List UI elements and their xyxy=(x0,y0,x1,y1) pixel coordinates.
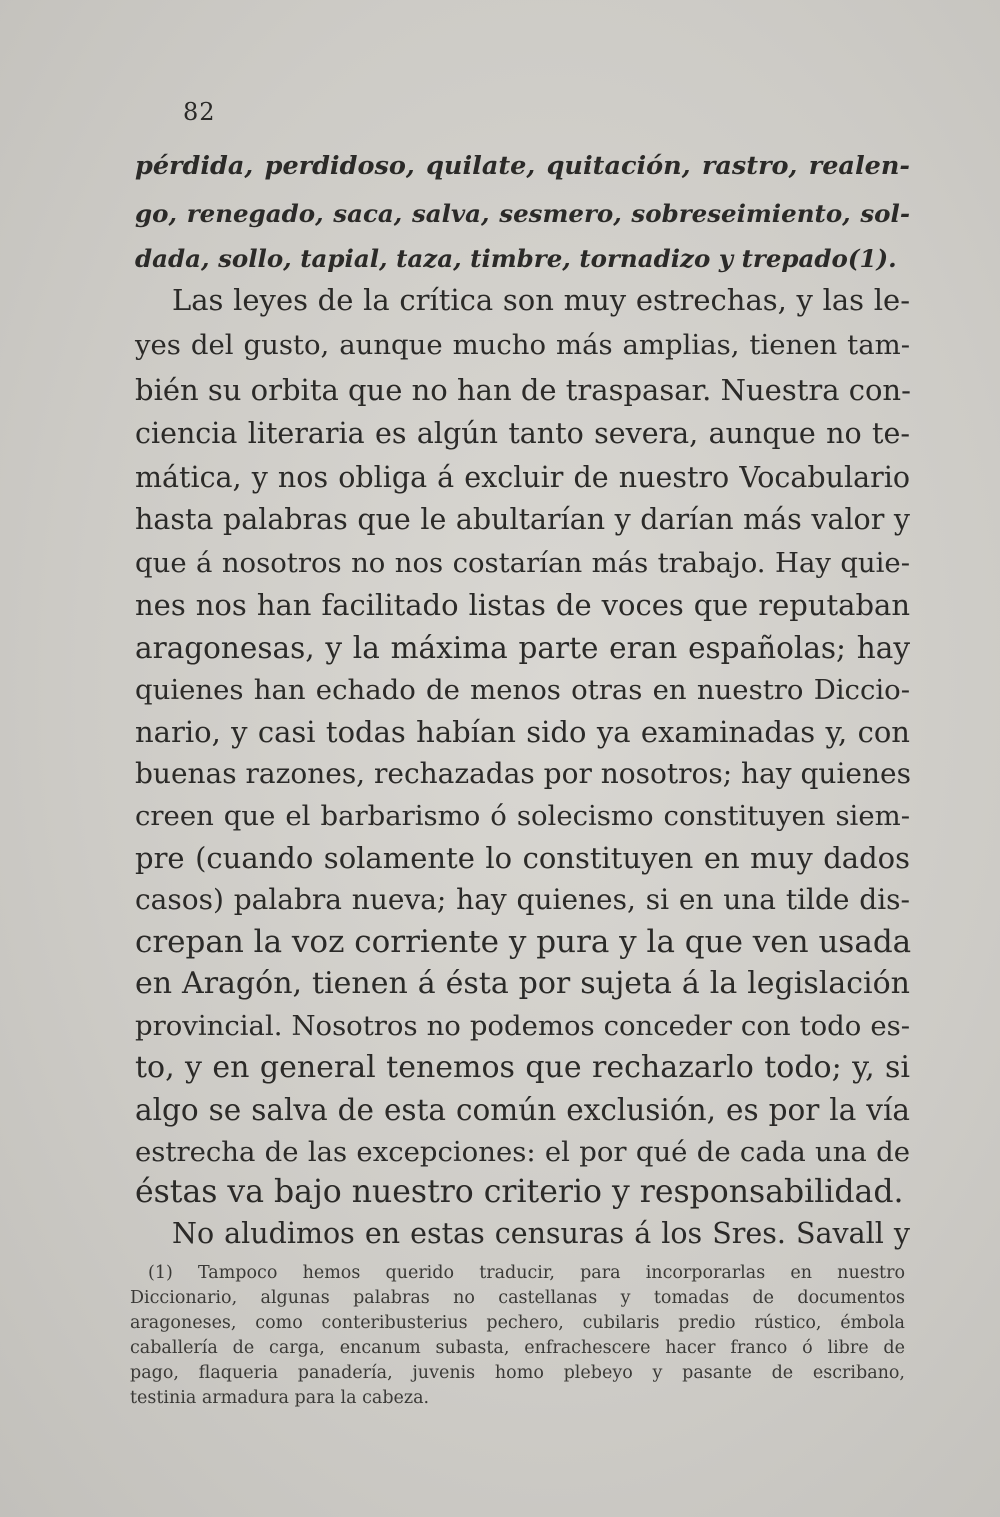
body-line-13: quienes han echado de menos otras en nuestro Diccio- xyxy=(135,674,910,706)
body-line-1: pérdida, perdidoso, quilate, quitación, rastro, realen- xyxy=(135,151,910,181)
body-line-4: Las leyes de la crítica son muy estrechas, y las le- xyxy=(172,283,910,317)
body-line-5: yes del gusto, aunque mucho más amplias, tienen tam- xyxy=(135,329,910,361)
body-line-6: bién su orbita que no han de traspasar. Nuestra con- xyxy=(135,373,911,407)
body-line-8: mática, y nos obliga á excluir de nuestro Vocabulario xyxy=(135,461,910,494)
body-line-9: hasta palabras que le abultarían y darían más valor y xyxy=(135,503,910,536)
body-line-22: to, y en general tenemos que rechazarlo todo; y, si xyxy=(135,1050,910,1085)
body-line-2: go, renegado, saca, salva, sesmero, sobreseimiento, sol- xyxy=(135,199,910,228)
body-line-11: nes nos han facilitado listas de voces que reputaban xyxy=(135,588,910,622)
body-line-10: que á nosotros no nos costarían más trabajo. Hay quie- xyxy=(135,547,910,579)
body-line-3: dada, sollo, tapial, taza, timbre, tornadizo y trepado(1). xyxy=(135,244,897,273)
body-line-12: aragonesas, y la máxima parte eran españolas; hay xyxy=(135,631,910,665)
footnote-line-6: testinia armadura para la cabeza. xyxy=(130,1388,430,1408)
body-line-24: estrecha de las excepciones: el por qué de cada una de xyxy=(135,1136,910,1168)
body-line-16: creen que el barbarismo ó solecismo constituyen siem- xyxy=(135,800,910,832)
footnote-line-5: pago, flaqueria panadería, juvenis homo plebeyo y pasante de escribano, xyxy=(130,1363,905,1383)
footnote-line-4: caballería de carga, encanum subasta, enfrachescere hacer franco ó libre de xyxy=(130,1338,905,1358)
footnote-line-3: aragoneses, como conteribusterius pechero, cubilaris predio rústico, émbola xyxy=(130,1313,905,1333)
body-line-19: crepan la voz corriente y pura y la que ven usada xyxy=(135,924,912,960)
body-line-23: algo se salva de esta común exclusión, es por la vía xyxy=(135,1093,910,1127)
body-line-15: buenas razones, rechazadas por nosotros; hay quienes xyxy=(135,757,911,790)
body-line-20: en Aragón, tienen á ésta por sujeta á la legislación xyxy=(135,966,910,1001)
page-number: 82 xyxy=(183,98,216,126)
footnote-line-1: (1) Tampoco hemos querido traducir, para incorporarlas en nuestro xyxy=(148,1263,905,1283)
footnote-line-2: Diccionario, algunas palabras no castellanas y tomadas de documentos xyxy=(130,1288,905,1308)
body-line-25: éstas va bajo nuestro criterio y responsabilidad. xyxy=(135,1174,904,1210)
body-line-17: pre (cuando solamente lo constituyen en muy dados xyxy=(135,841,910,875)
body-line-14: nario, y casi todas habían sido ya examinadas y, con xyxy=(135,715,910,749)
body-line-18: casos) palabra nueva; hay quienes, si en una tilde dis- xyxy=(135,883,910,916)
body-line-21: provincial. Nosotros no podemos conceder con todo es- xyxy=(135,1010,910,1042)
body-line-26: No aludimos en estas censuras á los Sres. Savall y xyxy=(172,1217,910,1250)
body-line-7: ciencia literaria es algún tanto severa, aunque no te- xyxy=(135,417,910,450)
